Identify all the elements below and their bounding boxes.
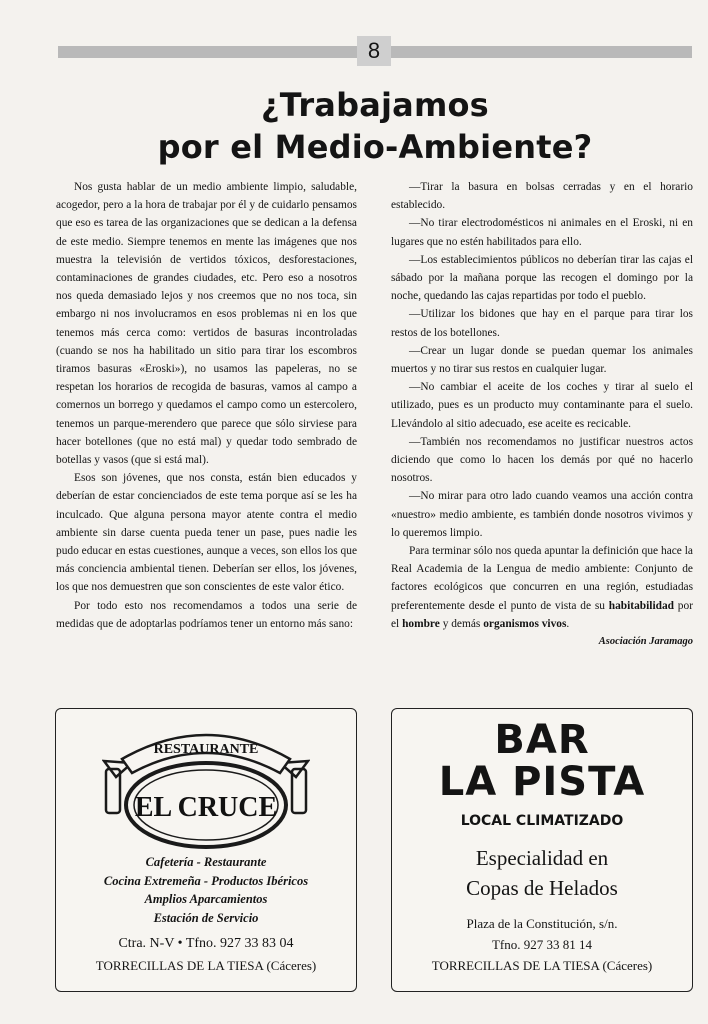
recommendation-item: —No mirar para otro lado cuando veamos una acción contra «nuestro» medio ambiente, es también donde nosotros vivimos y lo queremos limpio. — [391, 490, 693, 539]
closing-bold: organismos vivos — [483, 617, 567, 630]
ad-line: Estación de Servicio — [153, 910, 259, 925]
article-signature: Asociación Jaramago — [598, 636, 693, 648]
closing-bold: habitabilidad — [608, 599, 674, 612]
ad-bar-la-pista — [391, 708, 693, 992]
bar-town: TORRECILLAS DE LA TIESA (Cáceres) — [431, 958, 653, 973]
recommendation-item: —Los establecimientos públicos no deberían tirar las cajas el sábado por la mañana porque las recogen el domingo por la noche, quedando las cajas repartidas por todo el pueblo. — [391, 253, 693, 303]
logo-banner-text: RESTAURANTE — [153, 742, 259, 757]
ad-line: Amplios Aparcamientos — [144, 892, 268, 906]
recommendation-item: —Crear un lugar donde se puedan quemar los animales muertos y no tirar sus restos en cualquier lugar. — [391, 344, 693, 376]
logo-name-text: EL CRUCE — [134, 792, 278, 823]
bar-subtitle: LOCAL CLIMATIZADO — [460, 813, 624, 829]
ad-phone: Ctra. N-V • Tfno. 927 33 83 04 — [118, 936, 294, 951]
title-line-1: ¿Trabajamos — [261, 86, 489, 124]
ad-town: TORRECILLAS DE LA TIESA (Cáceres) — [95, 958, 317, 973]
restaurant-logo-icon — [102, 719, 310, 849]
bar-name — [392, 719, 692, 803]
closing-text: y demás — [439, 617, 484, 630]
bar-phone: Tfno. 927 33 81 14 — [491, 937, 593, 952]
recommendation-item: —No cambiar el aceite de los coches y tirar al suelo el utilizado, pues es un producto muy contaminante para el suelo. Llevándolo al sitio adecuado, ese aceite es recicable. — [391, 381, 693, 430]
bar-name-line-2: LA PISTA — [438, 759, 646, 805]
closing-text: Para terminar sólo nos queda apuntar la definición que hace la Real Academia de la Lengua de medio ambiente: Conjunto de factores ecológicos que concurren en una región, estudiadas preferentemente desde el punto de vista de su — [391, 545, 693, 612]
article-title — [58, 84, 692, 168]
closing-text: por el — [391, 599, 693, 630]
title-line-2: por el Medio-Ambiente? — [157, 128, 593, 166]
closing-text: . — [566, 617, 570, 630]
article-column-left — [56, 178, 357, 633]
paragraph: Por todo esto nos recomendamos a todos una serie de medidas que de adoptarlas podríamos tener un entorno más sano: — [56, 599, 357, 630]
ad-line: Cocina Extremeña - Productos Ibéricos — [103, 873, 309, 888]
bar-specialty — [392, 843, 692, 903]
recommendation-item: —No tirar electrodomésticos ni animales en el Eroski, ni en lugares que no estén habilitados para ello. — [391, 217, 693, 248]
page-number: 8 — [357, 36, 391, 66]
ad-el-cruce — [55, 708, 357, 992]
closing-paragraph — [391, 542, 693, 633]
paragraph: Esos son jóvenes, que nos consta, están bien educados y deberían de estar concienciados de este tema porque así se les ha inculcado. Que alguna persona mayor atente contra el medio ambiente sin darse cuenta pueda tener un pase, pues nadie les pudo educar en estas cuestiones, aunque a veces, son ellos los que más conciencia ambiental tienen. Deberían ser ellos, los jóvenes, los que nos demuestren que son conscientes de este valor ético. — [56, 472, 357, 594]
recommendation-item: —También nos recomendamos no justificar nuestros actos diciendo que como lo hacen los demás por qué no hacerlo nosotros. — [391, 435, 693, 485]
bar-contact — [392, 913, 692, 976]
ad-line: Cafetería - Restaurante — [145, 855, 267, 869]
closing-bold: hombre — [402, 617, 440, 630]
bar-address: Plaza de la Constitución, s/n. — [466, 916, 618, 931]
recommendation-item: —Tirar la basura en bolsas cerradas y en el horario establecido. — [391, 181, 693, 212]
ad-services — [56, 853, 356, 927]
bar-specialty-line: Copas de Helados — [466, 876, 618, 900]
bar-specialty-line: Especialidad en — [475, 846, 609, 870]
recommendation-item: —Utilizar los bidones que hay en el parque para tirar los restos de los botellones. — [391, 308, 693, 339]
ad-contact — [56, 933, 356, 977]
paragraph: Nos gusta hablar de un medio ambiente limpio, saludable, acogedor, pero a la hora de trabajar por él y de cuidarlo pensamos que eso es tarea de las organizaciones que se dedican a la defensa de este medio. Siempre tenemos en mente las imágenes que nos muestra la televisión de vertidos tóxicos, desforestaciones, contaminaciones de grandes ciudades, etc. Pero eso a nosotros nos queda demasiado lejos y nos creemos que no nos toca, sin embargo ni nos involucramos en esos problemas ni en los que tenemos más cerca como: vertidos de basuras incontroladas (cuando se nos ha habilitado un sitio para tirar los escombros tiramos basuras «Eroski»), no usamos las papeleras, no se respetan los horarios de recogida de basuras, vamos al campo a comernos un borrego y quedamos el campo como un estercolero, tenemos un parque-merendero que parece que sólo sirviese para hacer botellones (que no está mal) y quedar todo sembrado de botellas y vasos (que si está mal). — [56, 181, 357, 467]
article-column-right — [391, 178, 693, 651]
bar-name-line-1: BAR — [494, 717, 590, 763]
